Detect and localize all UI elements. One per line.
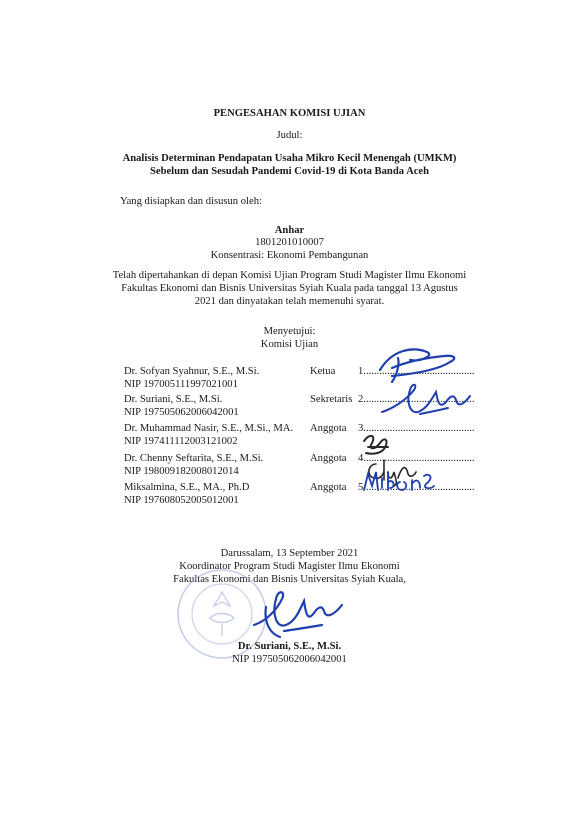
page-title: PENGESAHAN KOMISI UJIAN bbox=[213, 108, 366, 119]
defense-statement-line-3: 2021 dan dinyatakan telah memenuhi syarat. bbox=[194, 296, 385, 307]
author-name: Anhar bbox=[274, 225, 305, 236]
committee-member-name: Dr. Muhammad Nasir, S.E., M.Si., MA. bbox=[124, 423, 294, 434]
signature-line: 1.......................................... bbox=[358, 366, 475, 377]
coordinator-signature-image bbox=[244, 585, 348, 641]
coordinator-position-line-1: Koordinator Program Studi Magister Ilmu Ekonomi bbox=[179, 561, 400, 572]
committee-member-nip: NIP 197505062006042001 bbox=[124, 407, 239, 418]
committee-row-3 bbox=[124, 422, 484, 448]
defense-statement-line-1: Telah dipertahankan di depan Komisi Ujian Program Studi Magister Ilmu Ekonomi bbox=[112, 270, 467, 281]
judul-label: Judul: bbox=[276, 130, 303, 141]
committee-member-role: Anggota bbox=[310, 453, 347, 464]
defense-statement-line-2: Fakultas Ekonomi dan Bisnis Universitas Syiah Kuala pada tanggal 13 Agustus bbox=[121, 283, 458, 294]
committee-member-role: Ketua bbox=[310, 366, 336, 377]
signature-line: 3.......................................... bbox=[358, 423, 475, 434]
prepared-by-label: Yang disiapkan dan disusun oleh: bbox=[120, 196, 262, 207]
committee-member-role: Anggota bbox=[310, 423, 347, 434]
author-nim: 1801201010007 bbox=[255, 237, 324, 248]
committee-member-nip: NIP 197005111997021001 bbox=[124, 379, 238, 390]
committee-member-name: Dr. Suriani, S.E., M.Si. bbox=[124, 394, 223, 405]
signature-3-image bbox=[360, 431, 394, 459]
committee-member-name: Miksalmina, S.E., MA., Ph.D bbox=[124, 482, 250, 493]
committee-member-role: Anggota bbox=[310, 482, 347, 493]
approval-line-1: Menyetujui: bbox=[263, 326, 316, 337]
signature-line: 4.......................................... bbox=[358, 453, 475, 464]
thesis-title-line-1: Analisis Determinan Pendapatan Usaha Mikro Kecil Menengah (UMKM) bbox=[122, 153, 457, 164]
approval-line-2: Komisi Ujian bbox=[260, 339, 319, 350]
signature-line: 2.......................................... bbox=[358, 394, 475, 405]
committee-member-name: Dr. Chenny Seftarita, S.E., M.Si. bbox=[124, 453, 264, 464]
coordinator-name: Dr. Suriani, S.E., M.Si. bbox=[237, 641, 342, 652]
signature-line: 5.......................................... bbox=[358, 482, 475, 493]
coordinator-nip: NIP 197505062006042001 bbox=[232, 654, 347, 665]
committee-member-nip: NIP 197608052005012001 bbox=[124, 495, 239, 506]
committee-member-nip: NIP 197411112003121002 bbox=[124, 436, 238, 447]
committee-member-name: Dr. Sofyan Syahnur, S.E., M.Si. bbox=[124, 366, 260, 377]
place-date: Darussalam, 13 September 2021 bbox=[220, 548, 359, 559]
author-concentration: Konsentrasi: Ekonomi Pembangunan bbox=[210, 250, 369, 261]
thesis-title-line-2: Sebelum dan Sesudah Pandemi Covid-19 di Kota Banda Aceh bbox=[149, 166, 430, 177]
signature-5-image bbox=[360, 468, 440, 496]
committee-member-role: Sekretaris bbox=[310, 394, 353, 405]
signature-2-image bbox=[376, 378, 476, 424]
coordinator-position-line-2: Fakultas Ekonomi dan Bisnis Universitas Syiah Kuala, bbox=[173, 574, 406, 585]
committee-member-nip: NIP 198009182008012014 bbox=[124, 466, 239, 477]
